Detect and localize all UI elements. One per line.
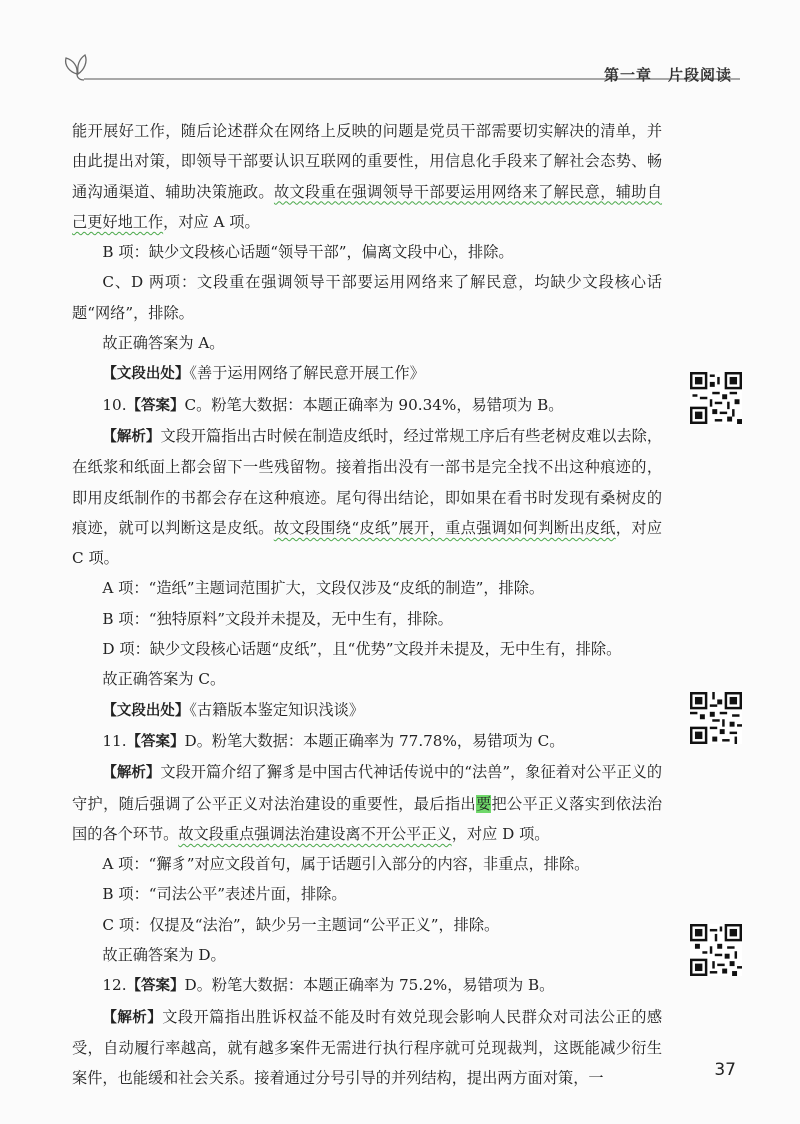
- option-b-analysis: B 项：“独特原料”文段并未提及，无中生有，排除。: [102, 609, 453, 628]
- answer-line: 故正确答案为 C。: [102, 670, 226, 689]
- option-c-analysis: C 项：仅提及“法治”，缺少另一主题词“公平正义”，排除。: [102, 915, 500, 934]
- question-11-answer: 11.【答案】D。粉笔大数据：本题正确率为 77.78%，易错项为 C。: [102, 731, 565, 750]
- leaf-icon: [66, 55, 86, 80]
- qr-code-icon[interactable]: [690, 692, 742, 744]
- page-body: [72, 116, 662, 1094]
- chapter-label: 第一章 片段阅读: [603, 66, 732, 84]
- option-a-analysis: A 项：“獬豸”对应文段首句，属于话题引入部分的内容，非重点，排除。: [102, 855, 590, 874]
- wavy-emphasis: 故文段重点强调法治建设离不开公平正义: [178, 824, 452, 843]
- question-11-analysis: 【解析】文段开篇介绍了獬豸是中国古代神话传说中的“法兽”，象征着对公平正义的守护，随后强调了公平正义对法治建设的重要性，最后指出要把公平正义落实到依法治国的各个环节。故文段重点强调法治建设离不开公平正义，对应 D 项。: [72, 763, 663, 843]
- option-b-analysis: B 项：“司法公平”表述片面，排除。: [102, 885, 347, 904]
- option-d-analysis: D 项：缺少文段核心话题“皮纸”，且“优势”文段并未提及，无中生有，排除。: [102, 640, 622, 659]
- source-line: 【文段出处】《善于运用网络了解民意开展工作》: [102, 364, 425, 383]
- question-12-analysis: 【解析】文段开篇指出胜诉权益不能及时有效兑现会影响人民群众对司法公正的感受，自动履行率越高，就有越多案件无需进行执行程序就可兑现裁判，这既能减少衍生案件，也能缓和社会关系。接着通过分号引导的并列结构，提出两方面对策，一: [72, 1007, 663, 1088]
- option-b-analysis: B 项：缺少文段核心话题“领导干部”，偏离文段中心，排除。: [102, 243, 514, 262]
- page-number: 37: [714, 1060, 736, 1080]
- question-10-analysis: 【解析】文段开篇指出古时候在制造皮纸时，经过常规工序后有些老树皮难以去除，在纸浆和纸面上都会留下一些残留物。接着指出没有一部书是完全找不出这种痕迹的，即用皮纸制作的书都会存在这种痕迹。尾句得出结论，即如果在看书时发现有桑树皮的痕迹，就可以判断这是皮纸。故文段围绕“皮纸”展开，重点强调如何判断出皮纸，对应 C 项。: [72, 426, 663, 568]
- page-header: [0, 0, 800, 100]
- option-cd-analysis: C、D 两项：文段重在强调领导干部要运用网络来了解民意，均缺少文段核心话题“网络”，排除。: [72, 273, 662, 322]
- question-12-answer: 12.【答案】D。粉笔大数据：本题正确率为 75.2%，易错项为 B。: [102, 976, 555, 995]
- option-a-analysis: A 项：“造纸”主题词范围扩大，文段仅涉及“皮纸的制造”，排除。: [102, 579, 545, 598]
- highlight-mark: 要: [475, 794, 492, 813]
- wavy-emphasis: 故文段围绕“皮纸”展开，重点强调如何判断出皮纸: [273, 518, 616, 537]
- header-decoration: [0, 0, 800, 100]
- answer-line: 故正确答案为 D。: [102, 946, 226, 965]
- qr-code-icon[interactable]: [690, 924, 742, 976]
- paragraph: 能开展好工作，随后论述群众在网络上反映的问题是党员干部需要切实解决的清单，并由此提出对策，即领导干部要认识互联网的重要性，用信息化手段来了解社会态势、畅通沟通渠道、辅助决策施政。故文段重在强调领导干部要运用网络来了解民意，辅助自己更好地工作，对应 A 项。: [72, 122, 663, 231]
- qr-code-icon[interactable]: [690, 372, 742, 424]
- answer-line: 故正确答案为 A。: [102, 334, 225, 353]
- question-10-answer: 10.【答案】C。粉笔大数据：本题正确率为 90.34%，易错项为 B。: [102, 395, 564, 414]
- source-line: 【文段出处】《古籍版本鉴定知识浅谈》: [102, 700, 365, 719]
- wavy-emphasis: 故文段重在强调领导干部要运用网络来了解民意，辅助自己更好地工作: [72, 182, 663, 231]
